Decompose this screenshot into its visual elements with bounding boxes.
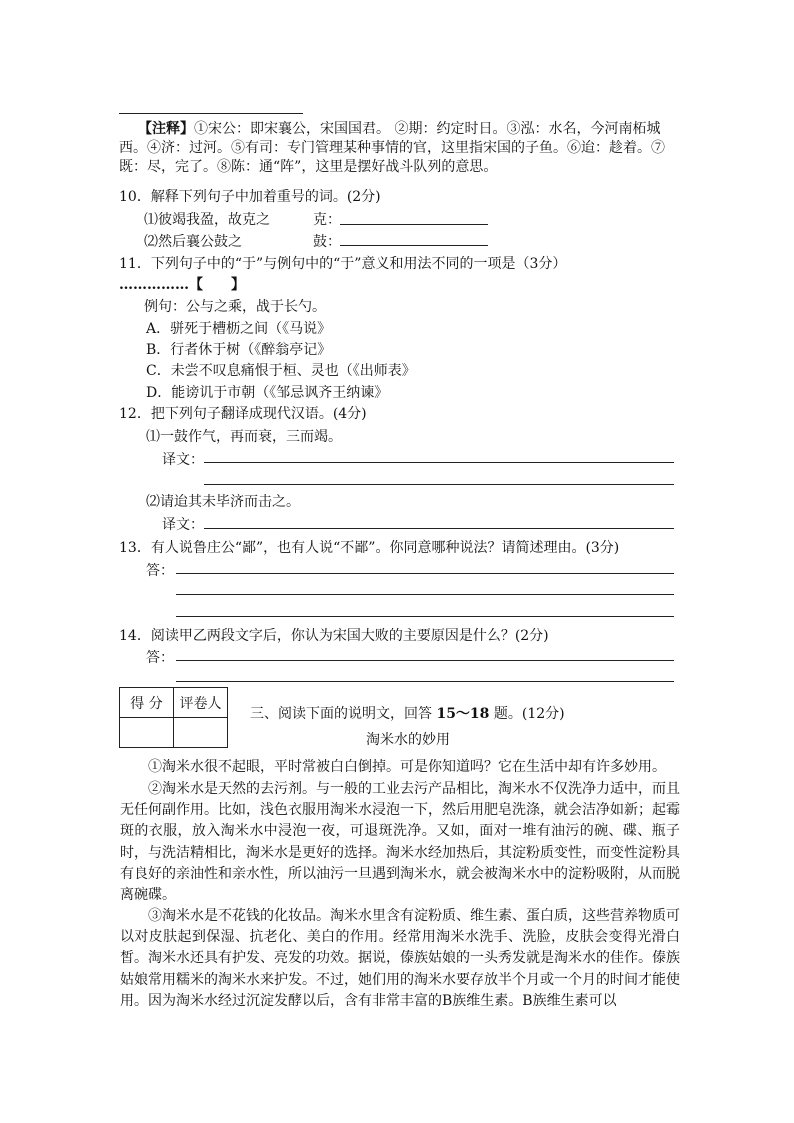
- notes-text-1: ①宋公：即宋襄公，宋国国君。 ②期：约定时日。③泓：水名，今河南柘城: [194, 121, 661, 137]
- q11-option-d: D．能谤讥于市朝（《邹忌讽齐王纳谏》: [146, 385, 389, 401]
- notes-line-1: [138, 118, 660, 138]
- q11-option-a: A．骈死于槽枥之间（《马说》: [146, 321, 332, 337]
- q11-option-c: C．未尝不叹息痛恨于桓、灵也（《出师表》: [146, 363, 416, 379]
- q12-sentence-1: ⑴一鼓作气，再而衰，三而竭。: [146, 429, 342, 445]
- section3-heading-pre: 三、阅读下面的说明文，回答: [250, 706, 437, 722]
- q13-answer-line-2[interactable]: [176, 594, 674, 595]
- q11-option-b: B．行者休于树（《醉翁亭记》: [146, 342, 332, 358]
- article-title: 淘米水的妙用: [366, 732, 450, 748]
- notes-line-2: 西。④济：过河。⑤有司：专门管理某种事情的官，这里指宋国的子鱼。⑥迨：趁着。⑦: [119, 140, 665, 156]
- q10-label-1: 克：: [313, 212, 341, 228]
- article-paragraph-1: ①淘米水很不起眼，平时常被白白倒掉。可是你知道吗？它在生活中却有许多妙用。: [148, 759, 666, 775]
- q10-answer-line-2[interactable]: [340, 245, 488, 246]
- notes-line-3: 既：尽，完了。⑧陈：通“阵”，这里是摆好战斗队列的意思。: [119, 159, 498, 175]
- q10-item-1: ⑴彼竭我盈，故克之: [144, 212, 270, 228]
- q11-example: 例句：公与之乘，战于长勺。: [144, 299, 326, 315]
- q14-answer-line-2[interactable]: [176, 681, 674, 682]
- q12-answer-line-1a[interactable]: [204, 462, 674, 463]
- q13-answer-label: 答：: [146, 563, 174, 579]
- q10-stem: 10．解释下列句子中加着重号的词。(2分): [119, 189, 381, 205]
- q13-stem: 13．有人说鲁庄公“鄙”，也有人说“不鄙”。你同意哪种说法？请简述理由。(3分): [119, 540, 620, 556]
- q13-answer-line-3[interactable]: [176, 616, 674, 617]
- section3-heading: [250, 703, 565, 723]
- q10-answer-line-1[interactable]: [340, 224, 488, 225]
- grade-table: [119, 687, 228, 748]
- notes-label: 【注释】: [138, 121, 194, 137]
- section3-heading-range: 15～18: [436, 706, 490, 722]
- q11-answer-bracket[interactable]: ……………【 】: [119, 277, 245, 293]
- q13-answer-line-1[interactable]: [176, 573, 674, 574]
- grade-grader-header: 评卷人: [174, 688, 228, 718]
- q12-stem: 12．把下列句子翻译成现代汉语。(4分): [119, 406, 367, 422]
- section3-heading-post: 题。(12分): [489, 706, 565, 722]
- q10-label-2: 鼓：: [313, 234, 341, 250]
- q14-answer-line-1[interactable]: [176, 660, 674, 661]
- q12-answer-line-2[interactable]: [204, 528, 674, 529]
- q12-translation-label-1: 译文：: [162, 452, 204, 468]
- grade-score-header: 得 分: [120, 688, 174, 718]
- grade-score-cell[interactable]: [120, 718, 174, 748]
- q12-sentence-2: ⑵请迨其未毕济而击之。: [146, 494, 300, 510]
- q10-item-2: ⑵然后襄公鼓之: [144, 234, 242, 250]
- article-paragraph-2: ②淘米水是天然的去污剂。与一般的工业去污产品相比，淘米水不仅洗净力适中，而且无任何副作用。比如，浅色衣服用淘米水浸泡一下，然后用肥皂洗涤，就会洁净如新；起霉斑的衣服，放入淘米水中浸泡一夜，可退斑洗净。又如，面对一堆有油污的碗、碟、瓶子时，与洗洁精相比，淘米水是更好的选择。淘米水经加热后，其淀粉质变性，而变性淀粉具有良好的亲油性和亲水性，所以油污一旦遇到淘米水，就会被淘米水中的淀粉吸附，从而脱离碗碟。: [120, 781, 680, 904]
- grade-grader-cell[interactable]: [174, 718, 228, 748]
- q12-translation-label-2: 译文：: [162, 517, 204, 533]
- q12-answer-line-1b[interactable]: [204, 484, 674, 485]
- q14-stem: 14．阅读甲乙两段文字后，你认为宋国大败的主要原因是什么？(2分): [119, 628, 549, 644]
- q14-answer-label: 答：: [146, 650, 174, 666]
- top-rule: [119, 113, 303, 114]
- q11-stem: 11．下列句子中的“于”与例句中的“于”意义和用法不同的一项是（3分）: [119, 256, 567, 272]
- article-paragraph-3: ③淘米水是不花钱的化妆品。淘米水里含有淀粉质、维生素、蛋白质，这些营养物质可以对皮肤起到保湿、抗老化、美白的作用。经常用淘米水洗手、洗脸，皮肤会变得光滑白皙。淘米水还具有护发、亮发的功效。据说，傣族姑娘的一头秀发就是淘米水的佳作。傣族姑娘常用糯米的淘米水来护发。不过，她们用的淘米水要存放半个月或一个月的时间才能使用。因为淘米水经过沉淀发酵以后，含有非常丰富的B族维生素。B族维生素可以: [120, 908, 680, 1009]
